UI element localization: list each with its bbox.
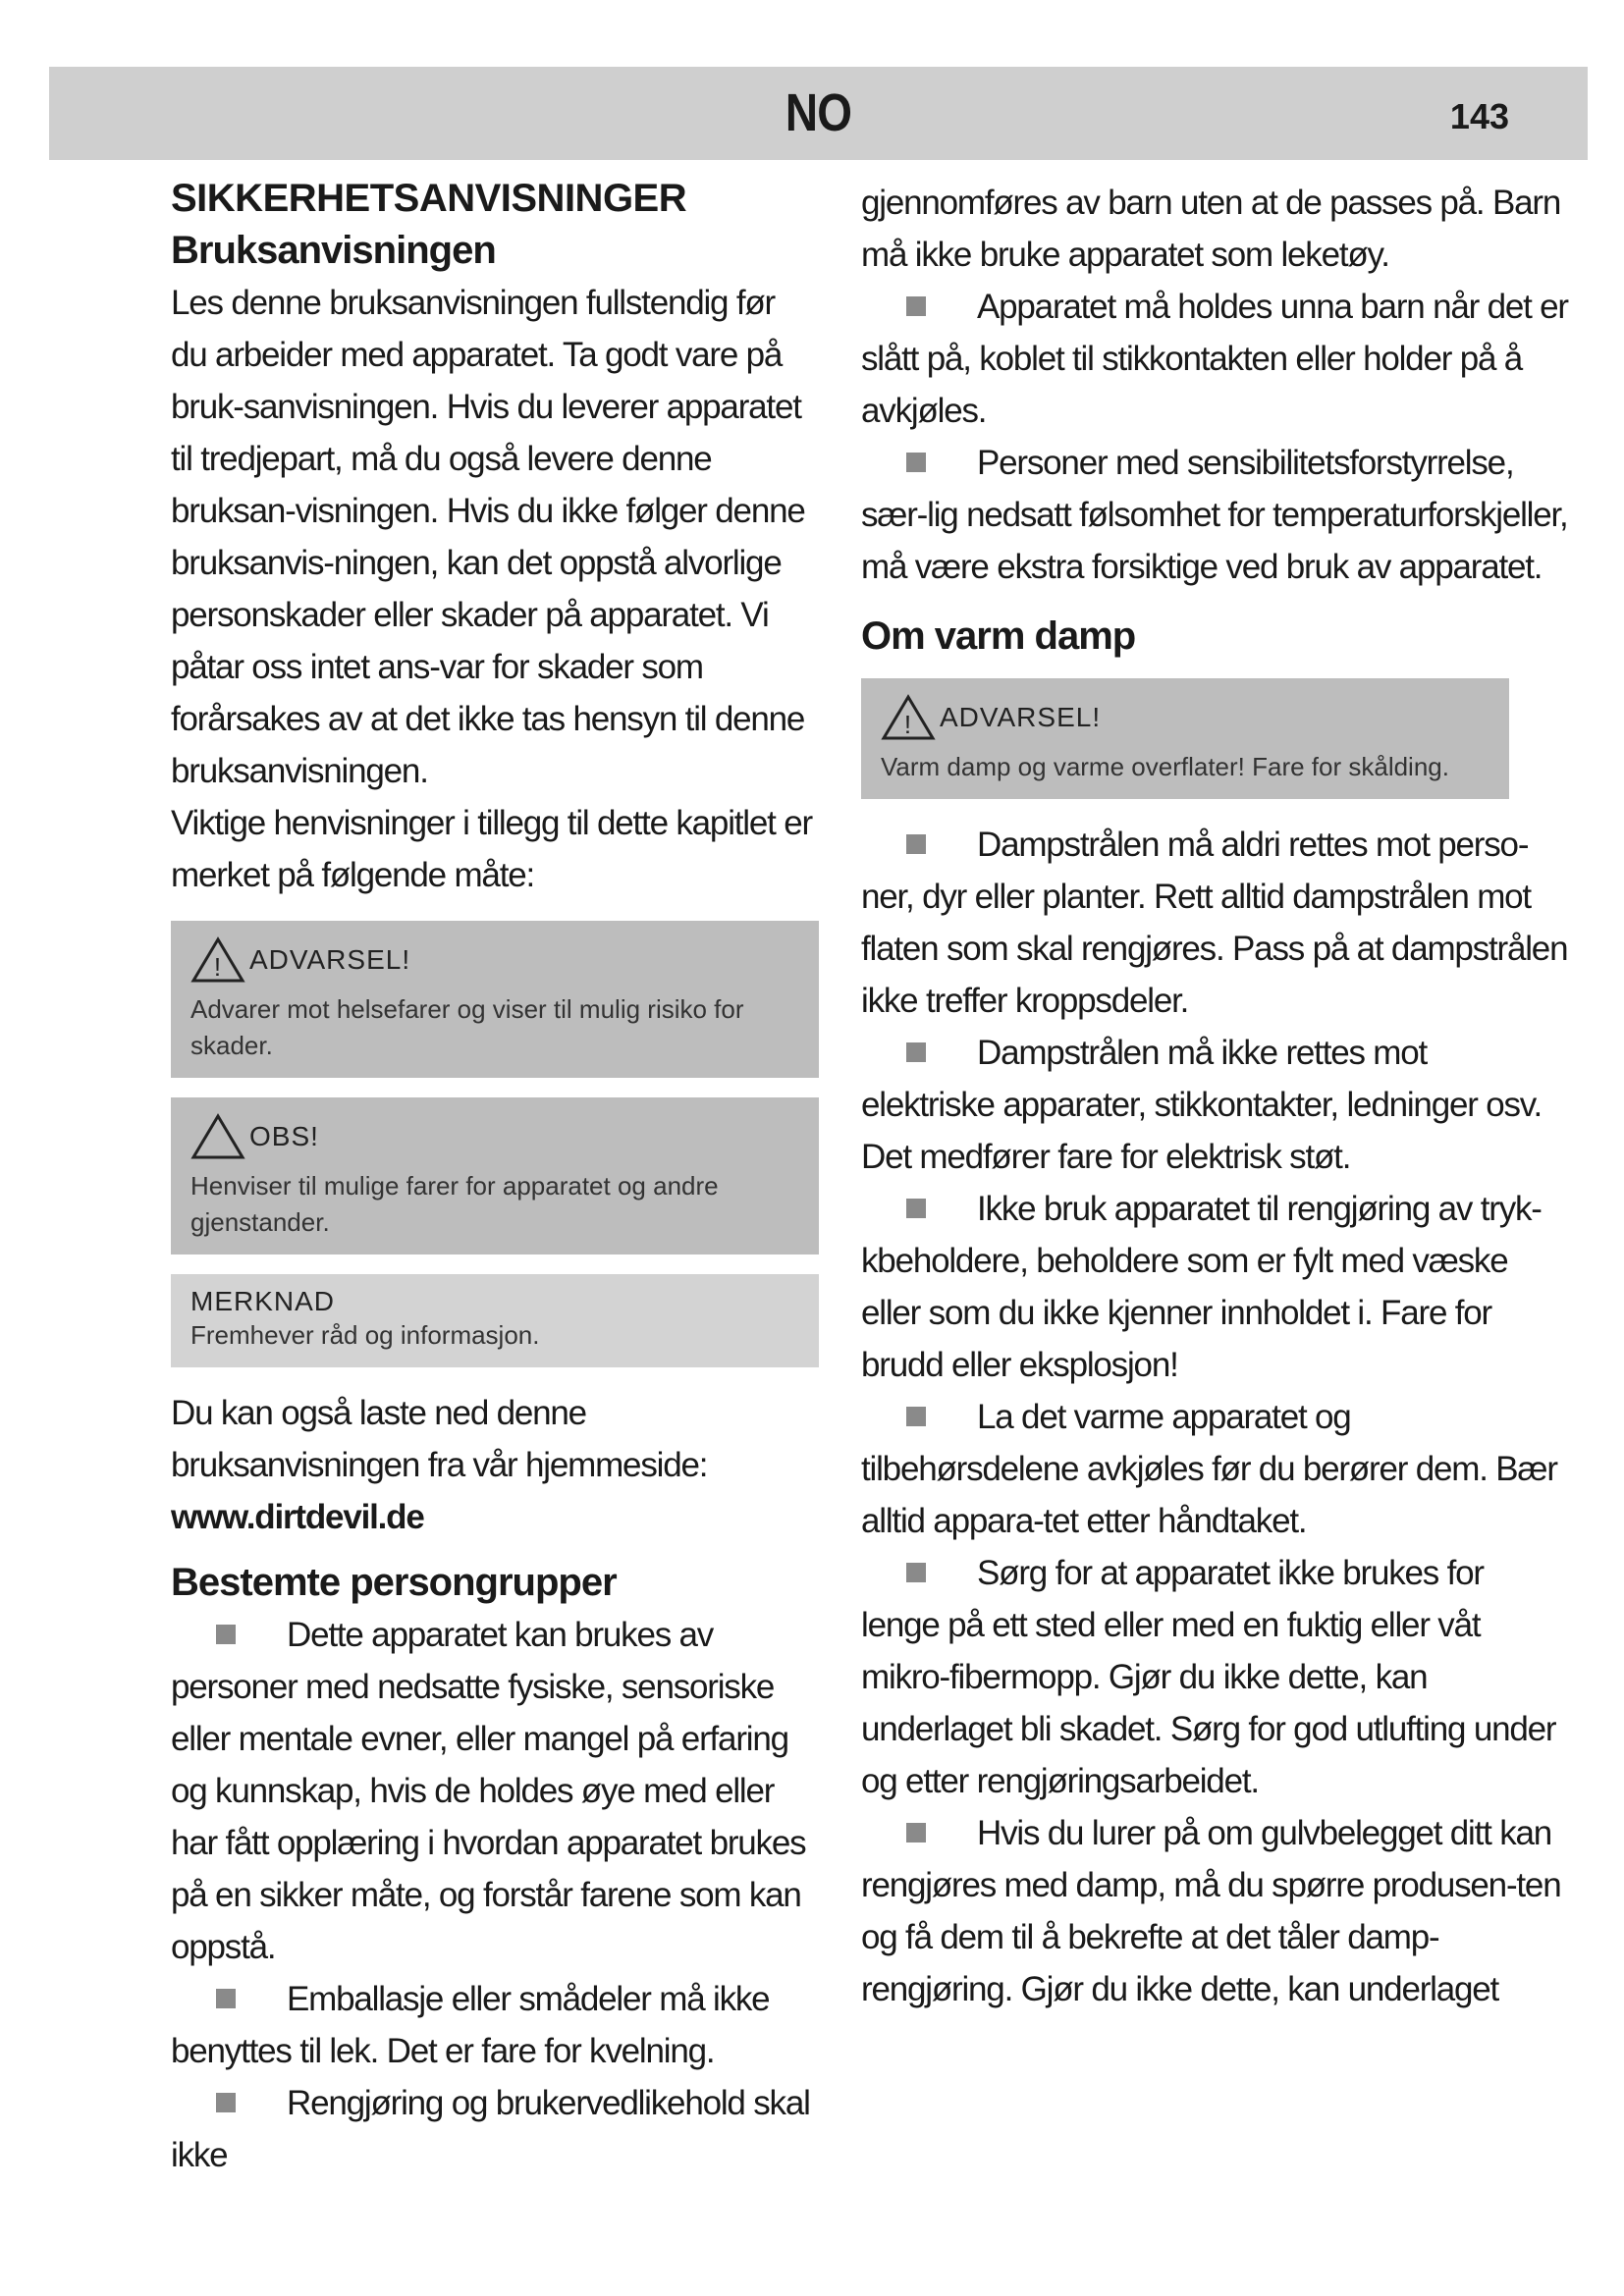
svg-text:!: ! — [213, 952, 223, 982]
list-item: Dampstrålen må aldri rettes mot perso-ner, dyr eller planter. Rett alltid dampstrålen mot flaten som skal rengjøres. Pass på at dampstrålen ikke treffer kroppsdeler. — [861, 826, 1568, 1020]
list-item: La det varme apparatet og tilbehørsdelene avkjøles før du berører dem. Bær alltid appara-tet etter håndtaket. — [861, 1398, 1557, 1540]
page-number: 143 — [1449, 96, 1509, 136]
square-bullet-icon — [906, 1199, 926, 1218]
caution-triangle-icon — [190, 1113, 245, 1160]
continuation-paragraph: gjennomføres av barn uten at de passes på. Barn må ikke bruke apparatet som leketøy. — [861, 184, 1561, 274]
heading-varm-damp: Om varm damp — [861, 614, 1136, 658]
square-bullet-icon — [216, 1625, 236, 1644]
section-title: SIKKERHETSANVISNINGER — [171, 177, 687, 220]
list-item: Dampstrålen må ikke rettes mot elektriske apparater, stikkontakter, ledninger osv. Det medfører fare for elektrisk støt. — [861, 1034, 1542, 1176]
square-bullet-icon — [216, 2093, 236, 2112]
list-item: Sørg for at apparatet ikke brukes for lenge på ett sted eller med en fuktig eller våt mikro-fibermopp. Gjør du ikke dette, kan underlaget bli skadet. Sørg for god utlufting under og etter rengjøringsarbeidet. — [861, 1554, 1556, 1800]
left-column — [171, 177, 819, 2181]
note-label: MERKNAD — [190, 1286, 336, 1316]
square-bullet-icon — [216, 1989, 236, 2008]
square-bullet-icon — [906, 1563, 926, 1582]
square-bullet-icon — [906, 296, 926, 316]
download-paragraph: Du kan også laste ned denne bruksanvisningen fra vår hjemmeside: — [171, 1394, 708, 1484]
obs-text: Henviser til mulige farer for apparatet og andre gjenstander. — [190, 1171, 719, 1237]
warning-label: ADVARSEL! — [940, 702, 1102, 732]
note-text: Fremhever råd og informasjon. — [190, 1320, 540, 1350]
right-column — [861, 177, 1568, 2015]
list-item: Personer med sensibilitetsforstyrrelse, sær-lig nedsatt følsomhet for temperaturforskjeller, må være ekstra forsiktige ved bruk av apparatet. — [861, 444, 1568, 586]
marking-paragraph: Viktige henvisninger i tillegg til dette kapitlet er merket på følgende måte: — [171, 804, 812, 894]
page-header — [49, 67, 1588, 160]
warning-box — [171, 921, 819, 1078]
list-item: Emballasje eller smådeler må ikke benyttes til lek. Det er fare for kvelning. — [171, 1980, 770, 2070]
list-item: Ikke bruk apparatet til rengjøring av tryk-kbeholdere, beholdere som er fylt med væske eller som du ikke kjenner innholdet i. Fare for brudd eller eksplosjon! — [861, 1190, 1542, 1384]
square-bullet-icon — [906, 834, 926, 854]
heading-bruksanvisningen: Bruksanvisningen — [171, 229, 496, 272]
steam-warning-box — [861, 678, 1509, 799]
square-bullet-icon — [906, 1407, 926, 1426]
list-item: Hvis du lurer på om gulvbelegget ditt kan rengjøres med damp, må du spørre produsen-ten og få dem til å bekrefte at det tåler damp-rengjøring. Gjør du ikke dette, kan underlaget — [861, 1814, 1561, 2008]
warning-label: ADVARSEL! — [249, 944, 411, 975]
obs-box — [171, 1097, 819, 1255]
warning-triangle-icon — [190, 936, 245, 984]
intro-paragraph: Les denne bruksanvisningen fullstendig før du arbeider med apparatet. Ta godt vare på bruk-sanvisningen. Hvis du leverer apparatet til tredjepart, må du også levere denne bruksan-visningen. Hvis du ikke følger denne bruksanvis-ningen, kan det oppstå alvorlige personskader eller skader på apparatet. Vi påtar oss intet ans-var for skader som forårsakes av at det ikke tas hensyn til denne bruksanvisningen. — [171, 284, 805, 790]
warning-triangle-icon — [881, 694, 936, 741]
language-code: NO — [785, 83, 852, 142]
note-box — [171, 1274, 819, 1367]
obs-label: OBS! — [249, 1121, 319, 1151]
website-link[interactable]: www.dirtdevil.de — [171, 1498, 424, 1536]
square-bullet-icon — [906, 1823, 926, 1842]
heading-persongrupper: Bestemte persongrupper — [171, 1561, 617, 1604]
warning-text: Varm damp og varme overflater! Fare for skålding. — [881, 752, 1449, 781]
square-bullet-icon — [906, 453, 926, 472]
svg-text:!: ! — [903, 710, 913, 739]
square-bullet-icon — [906, 1042, 926, 1062]
warning-text: Advarer mot helsefarer og viser til mulig risiko for skader. — [190, 994, 744, 1060]
list-item: Rengjøring og brukervedlikehold skal ikke — [171, 2084, 810, 2174]
list-item: Apparatet må holdes unna barn når det er slått på, koblet til stikkontakten eller holder på å avkjøles. — [861, 288, 1568, 430]
list-item: Dette apparatet kan brukes av personer med nedsatte fysiske, sensoriske eller mentale evner, eller mangel på erfaring og kunnskap, hvis de holdes øye med eller har fått opplæring i hvordan apparatet brukes på en sikker måte, og forstår farene som kan oppstå. — [171, 1616, 806, 1966]
